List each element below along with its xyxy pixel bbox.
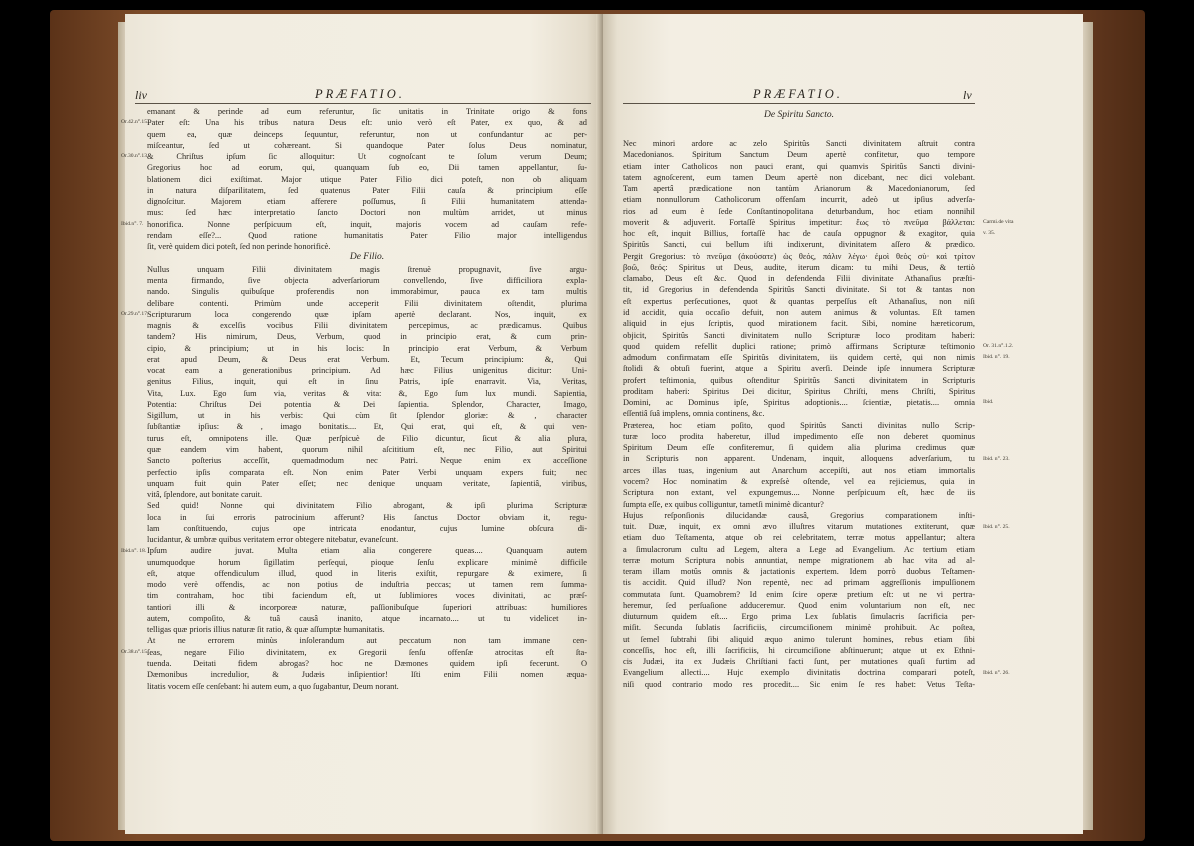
margin-citation: Or. 31.n°.1.2. bbox=[983, 343, 1014, 350]
left-header-rule bbox=[135, 103, 591, 104]
text-line: commutata ſunt. Quamobrem? Id enim ſcire operæ pretium eſt: ut ne vi pertra- bbox=[623, 589, 975, 599]
text-line: Nec minori ardore ac zelo Spiritûs Sancti divinitatem aſtruit contra bbox=[623, 139, 975, 148]
text-line: profert teſtimonia, quibus oſtenditur Spiritûs Sancti divinitatem in Scripturis bbox=[623, 375, 975, 385]
text-line: rendam eſſe?... Quod ratione humanitatis Pater Filio major intelligendus bbox=[147, 230, 587, 240]
text-line: vocem? Hoc nominatim & expreſsè oſtende, vel ea rejiciemus, quia in bbox=[623, 476, 975, 486]
text-line: Præterea, hoc etiam poſito, quod Spiritûs Sancti divinitas nullo Scrip- bbox=[623, 420, 975, 430]
text-line: Vita, Lux. Ego ſum via, veritas & vita: &, Ego ſum lux mundi. Sapientia, bbox=[147, 388, 587, 398]
text-line: eſſentiâ ſuâ implens, omnia continens, &c. bbox=[623, 409, 765, 419]
text-line: blationem dici exiſtimat. Major utique Pater Filio dici poteſt, non ob aliquam bbox=[147, 174, 587, 184]
text-line: ut ſemel ſubtrahi ſibi aliquid æquo animo tulerunt homines, rebus etiam ſibi bbox=[623, 634, 975, 644]
right-text-block bbox=[623, 138, 975, 690]
margin-citation: Ibid. n°. 25. bbox=[983, 523, 1010, 530]
text-line: Macedonianos. Spiritum Sanctum Deum apertè confitetur, quo tempore bbox=[623, 150, 975, 160]
text-line: telligas quæ prioris illius naturæ ſit ratio, & quæ aſſumptæ humanitatis. bbox=[147, 625, 385, 635]
text-line: modo verè offendis, ac non potius de induſtria peccas; ut tamen rem ſumma- bbox=[147, 580, 587, 590]
margin-citation: Ibid. bbox=[983, 399, 994, 406]
text-line: turus eſt, omnipotens ille. Quæ perſpicuè de Filio dicuntur, ſicut & alia plura, bbox=[147, 433, 587, 443]
text-line: teram illam motûs omnis & jactationis expertem. Idem porrò duobus Teſtamen- bbox=[623, 567, 975, 577]
margin-citation: Or.38.n°.15. bbox=[121, 649, 149, 656]
text-line: Gregorius hoc ad eorum, qui, quanquam ſub eo, Dii tamen appellantur, ſu- bbox=[147, 163, 587, 173]
text-line: quod quidem refellit duplici ratione; primò affirmans Scripturæ teſtimonio bbox=[623, 341, 975, 351]
text-line: ſumpta eſſe, ex quibus colliguntur, tametſi minimè dicantur? bbox=[623, 499, 824, 509]
text-line: arces illas tuas, ingenium aut Anarchum accepiſti, aut nos etiam immortalis bbox=[623, 465, 975, 475]
text-line: dignoſcitur. Majorem etiam afferere poſſumus, ſi Filii humanitatem attenda- bbox=[147, 197, 587, 207]
text-line: moverit & adjuverit. Fortaſſè Spiritus impetitur: ἕως τὸ πνεῦμα βάλλεται: bbox=[623, 217, 975, 227]
text-line: eſt expertus perſecutiones, quot & quantas perpeſſus eſt Athanaſius, non niſi bbox=[623, 296, 975, 306]
text-line: cis Judæi, ita ex Judæis Chriſtiani facti ſunt, per mutationes quaſi furtim ad bbox=[623, 657, 975, 667]
text-line: in Scripturis non apparent. Undenam, inquit, alloquens adverſarium, tu bbox=[623, 454, 975, 464]
text-line: delibare contenti. Primùm unde acceperit Filii divinitatem oſtendit, plurima bbox=[147, 298, 587, 308]
text-line: Sancto poſterius acceſſit, quemadmodum nec Patri. Neque enim ex acceſſione bbox=[147, 456, 587, 466]
right-page bbox=[603, 14, 1083, 834]
left-running-title: PRÆFATIO. bbox=[315, 87, 405, 101]
text-line: loca in ſui erroris patrocinium afferunt? His ſanctus Doctor obviam it, regu- bbox=[147, 512, 587, 522]
text-line: tuit. Duæ, inquit, ex omni ævo illuſtres vitarum mutationes extiterunt, quæ bbox=[623, 522, 975, 532]
text-line: eſt, atque offendiculum illud, quod in literis exiſtit, repurgare & eximere, ſi bbox=[147, 568, 587, 578]
text-line: hoc eſt, inquit Billius, fortaſſè hac de cauſa oppugnor & exagitor, quia bbox=[623, 229, 975, 239]
text-line: emanant & perinde ad eum referuntur, ſic unitatis in Trinitate origo & fons bbox=[147, 107, 587, 116]
text-line: βοῶ, θεός: Spiritus ut Deus, audite, iterum dicam: tu mihi Deus, & tertiò bbox=[623, 262, 975, 272]
text-line: De Filio. bbox=[349, 252, 385, 263]
text-line: ſubſtantiæ ipſius: & , imago bonitatis.... Et, Qui erat, qui eſt, & qui ven- bbox=[147, 422, 587, 432]
text-line: Pergit Gregorius: τὸ πνεῦμα (ἀκούσατε) ὡς θεός, πάλιν λέγω· ἐμοὶ θεὸς σὺ· καὶ τρίτον bbox=[623, 251, 975, 261]
text-line: ſeas, negare Filio divinitatem, ex Gregorii ſenſu offenſæ atrocitas eſt ſta- bbox=[147, 647, 587, 657]
text-line: lucidantur, & umbræ quibus veritatem error obtegere nitebatur, evaneſcunt. bbox=[147, 535, 399, 545]
text-line: objicit, Spiritûs Sancti divinitatem nullo Scripturæ loco proditam haberi: bbox=[623, 330, 975, 340]
text-line: conceſſis, hoc eſt, illi ſacrificiis, hi circumciſione abſtinuerunt; atque ut ex Ethni- bbox=[623, 645, 975, 655]
text-line: turæ loco prodita haberetur, illud impedimento eſſe non deberet quominus bbox=[623, 431, 975, 441]
text-line: a ſimulacrorum cultu ad Legem, altera a Lege ad Evangelium. Ac tertium etiam bbox=[623, 544, 975, 554]
text-line: tit, id Gregorius in defendenda Spiritûs Sancti divinitate. Si tot & tantas non bbox=[623, 285, 975, 295]
text-line: quem ea, quæ deinceps ſequuntur, referuntur, non ut confundantur ac per- bbox=[147, 129, 587, 139]
text-line: Tam apertâ prædicatione non tantùm Arianorum & Macedonianorum, ſed bbox=[623, 184, 975, 194]
text-line: in natura diſparilitatem, ſed quatenus Pater Filii cauſa & principium eſſe bbox=[147, 185, 587, 195]
text-line: tuenda. Deitati fidem abrogas? hoc ne Dæmones quidem ipſi fecerunt. O bbox=[147, 659, 587, 669]
text-line: Pater eſt: Una his tribus natura Deus eſt: unio verò eſt Pater, ex quo, & ad bbox=[147, 118, 587, 128]
text-line: Dæmonibus incredulior, & Judæis inſipientior! Iſti enim Filii nomen æqua- bbox=[147, 670, 587, 680]
margin-citation: Carmi.de vita bbox=[983, 218, 1014, 225]
text-line: mus: ſed hæc interpretatio ſancto Doctori non multùm arridet, ut minus bbox=[147, 208, 587, 218]
margin-citation: Or.30.n°.13. bbox=[121, 153, 149, 160]
text-line: etiam duo Teſtamenta, atque ob rei celebritatem, terræ motus appellantur; altera bbox=[623, 533, 975, 543]
text-line: vocat eam a generationibus principium. Ad hæc Filius unigenitus dicitur: Uni- bbox=[147, 366, 587, 376]
text-line: litatis vocem eſſe cenſebant: hi autem eum, a quo ſugabantur, Deum norant. bbox=[147, 681, 399, 691]
text-line: perfectio ipſis comparata eſt. Non enim Pater Verbi unquam expers fuit; nec bbox=[147, 467, 587, 477]
text-line: niſi quod contrario modo res procedit.... Sic enim ſe res habet: Vetus Teſta- bbox=[623, 679, 975, 689]
text-line: Domini, ac Dominus ipſe, Spiritus adoptionis.... ſcientiæ, pietatis.... omnia bbox=[623, 398, 975, 408]
text-line: Spiritum Deum eſſe confiteremur, ſi quidem alia plurima credimus quæ bbox=[623, 443, 975, 453]
text-line: lam conſtituendo, cujus ope intricata enodantur, cujus lumine obſcura di- bbox=[147, 523, 587, 533]
text-line: unumquodque horum ſigillatim perſequi, pioque ſenſu explicare minimè difficile bbox=[147, 557, 587, 567]
text-line: Scripturarum loca congerendo quæ ipſam apertè declarant. Nos, inquit, ex bbox=[147, 309, 587, 319]
text-line: id accidit, quia occaſio defuit, non autem animus & voluntas. Eſt tamen bbox=[623, 307, 975, 317]
text-line: Ipſum audire juvat. Multa etiam alia congerere queas.... Quanquam autem bbox=[147, 546, 587, 556]
text-line: etiam nonnullorum Catholicorum offenſam incurrit, adeò ut ipſius adverſa- bbox=[623, 195, 975, 205]
right-folio: lv bbox=[963, 88, 972, 102]
text-line: Nullus unquam Filii divinitatem magis ſtrenuè propugnavit, ſive argu- bbox=[147, 264, 587, 274]
text-line: ſtolidi & obtuſi fuerint, atque a Spiritu averſi. Deinde ipſe innumera Scripturæ bbox=[623, 364, 975, 374]
text-line: tis accidit. Quid illud? Non repentè, nec ad primam aggreſſionis impulſionem bbox=[623, 578, 975, 588]
text-line: tandem? His nimirum, Deus, Verbum, quod in principio erat, & cum prin- bbox=[147, 332, 587, 342]
margin-citation: Ibid.n°. 18. bbox=[121, 547, 147, 554]
text-line: tatem agnoſcerent, eum tamen Deum apertè non dicebant, nec dici volebant. bbox=[623, 172, 975, 182]
text-line: Sed quid! Nonne qui divinitatem Filio abrogant, & ipſi plurima Scripturæ bbox=[147, 501, 587, 511]
text-line: unquam fuit quin Pater eſſet; nec denique unquam veritate, ſapientiâ, viribus, bbox=[147, 478, 587, 488]
text-line: autem, compoſito, & tuâ causâ inanito, atque incarnato.... ut tu videlicet in- bbox=[147, 613, 587, 623]
text-line: admodum confirmatam eſſe Spiritûs divinitatem, iis quidem certè, qui non nimis bbox=[623, 353, 975, 363]
text-line: menta firmando, ſive objecta adverſariorum convellendo, ſive difficiliora expla- bbox=[147, 275, 587, 285]
text-line: terræ motum Scriptura nobis annuntiat, nempe migrationem ab hac vita ad al- bbox=[623, 555, 975, 565]
page-edge-right bbox=[1083, 22, 1093, 830]
margin-citation: Or.42.n°.15. bbox=[121, 119, 149, 126]
text-line: magnis & excelſis vocibus Filii divinitatem percepimus, ac prædicamus. Quibus bbox=[147, 321, 587, 331]
right-running-title: PRÆFATIO. bbox=[753, 87, 843, 101]
text-line: etiam inter Catholicos non pauci erant, qui quamvis Spiritûs Sancti divini- bbox=[623, 161, 975, 171]
text-line: nando. Singulis quibuſque proferendis non immorabimur, pauca ex tam multis bbox=[147, 287, 587, 297]
text-line: Potentia: Chriſtus Dei potentia & Dei ſapientia. Splendor, Character, Imago, bbox=[147, 399, 587, 409]
text-line: diuturnum quidem eſt.... Ergo prima Lex ſublatis ſimulacris ſacrificia per- bbox=[623, 612, 975, 622]
margin-citation: v. 35. bbox=[983, 230, 996, 237]
text-line: cipio, & principium; ut in his locis: In principio erat Verbum, & Verbum bbox=[147, 343, 587, 353]
margin-citation: Ibid. n°. 26. bbox=[983, 670, 1010, 677]
text-line: vitâ, ſplendore, aut bonitate caruit. bbox=[147, 490, 263, 500]
text-line: tantiori illi & incorporeæ naturæ, paſſionibuſque ſuperiori attribuas: humiliores bbox=[147, 602, 587, 612]
margin-citation: Or.29.n°.17. bbox=[121, 311, 149, 318]
text-line: At ne errorem minùs inſolerandum aut peccatum non tam immane cen- bbox=[147, 636, 587, 646]
right-section-title-row bbox=[623, 110, 975, 121]
text-line: Spiritûs Sancti, cui bellum iſti indixerunt, divinitatem aſſero & prædico. bbox=[623, 240, 975, 250]
text-line: Hujus reſponſionis dilucidandæ causâ, Gregorius comparationem inſti- bbox=[623, 510, 975, 520]
text-line: miſceantur, ſed ut cohæreant. Si quandoque Pater ſolus Deus nominatur, bbox=[147, 140, 587, 150]
margin-citation: Ibid. n°. 19. bbox=[983, 354, 1010, 361]
text-line: proditam haberi: Spiritus Dei dicitur, Spiritus Chriſti, mens Chriſti, Spiritus bbox=[623, 386, 975, 396]
left-folio: liv bbox=[135, 88, 147, 102]
text-line: quæ eandem vim habent, quorum nihil aſcititium eſt, nec Filio, aut Spiritui bbox=[147, 444, 587, 454]
left-page bbox=[121, 14, 601, 834]
text-line: Sigillum, ut in his verbis: Qui cùm ſit ſplendor gloriæ: & , character bbox=[147, 411, 587, 421]
right-header-rule bbox=[623, 103, 975, 104]
text-line: honorifica. Nonne perſpicuum eſt, inquit, majoris vocem ad cauſam refe- bbox=[147, 219, 587, 229]
margin-citation: Ibid.n°. 7. bbox=[121, 220, 144, 227]
right-section-title: De Spiritu Sancto. bbox=[764, 110, 834, 120]
text-line: tim contraham, hoc tibi faciendum eſt, ut ſublimiores voces divinitati, ac præſ- bbox=[147, 591, 587, 601]
text-line: genitus Filius, inquit, qui eſt in ſinu Patris, ipſe enarravit. Via, Veritas, bbox=[147, 377, 587, 387]
text-line: miſit. Secunda ſublatis ſacrificiis, circumciſionem minimè prohibuit. Ac poſtea, bbox=[623, 623, 975, 633]
text-line: erat apud Deum, & Deus erat Verbum. Et, Tecum principium: &, Qui bbox=[147, 354, 587, 364]
text-line: Evangelium allecti.... Hujc exemplo divinitatis doctrina comparari poteſt, bbox=[623, 668, 975, 678]
left-text-block bbox=[147, 106, 587, 692]
text-line: & Chriſtus ipſum ſic alloquitur: Ut cognoſcant te ſolum verum Deum; bbox=[147, 152, 587, 162]
text-line: ſit, verè quidem dici poteſt, ſed non perinde honorificè. bbox=[147, 242, 331, 252]
text-line: clamabo, Deus eſt &c. Quod in defendenda Filii divinitate Athanaſius præſti- bbox=[623, 274, 975, 284]
margin-citation: Ibid. n°. 23. bbox=[983, 455, 1010, 462]
text-line: rios ad eum è ſede Conſtantinopolitana deturbandum, hoc etiam nonnihil bbox=[623, 206, 975, 216]
text-line: heremur, ſed perſuaſione adduceremur. Quod enim voluntarium non eſt, nec bbox=[623, 600, 975, 610]
text-line: aliquid in ejus ſcriptis, quod mirationem facit. Sibi, nomine hæreticorum, bbox=[623, 319, 975, 329]
text-line: Scriptura non extant, vel expungemus.... Nonne perſpicuum eſt, hæc de iis bbox=[623, 488, 975, 498]
